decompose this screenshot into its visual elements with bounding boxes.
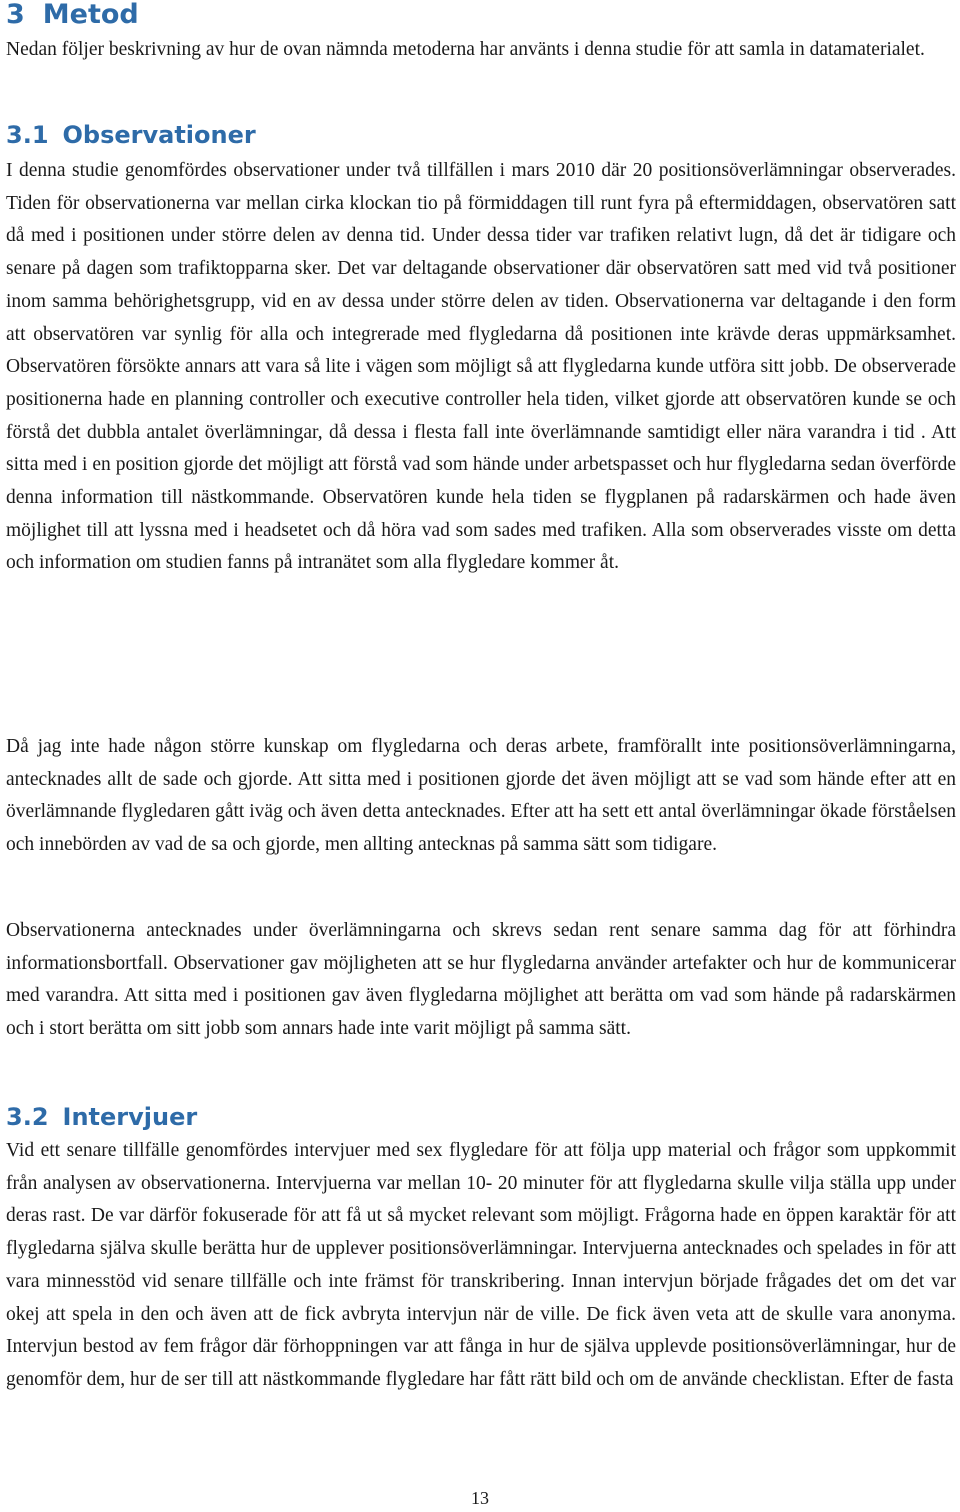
- subsection-number: 3.2: [6, 1103, 49, 1131]
- intervjuer-paragraph-1: Vid ett senare tillfälle genomfördes intervjuer med sex flygledare för att följa upp material och frågor som uppkommit från analysen av observationerna. Intervjuerna var mellan 10- 20 minuter för att flygledarna skulle vilja ställa upp under deras rast. De var därför fokuserade för att få ut så mycket relevant som möjligt. Frågorna hade en öppen karaktär för att flygledarna själva skulle berätta hur de upplever positionsöverlämningar. Intervjuerna antecknades och spelades in för att vara minnesstöd vid senare tillfälle och inte främst för transkribering. Innan intervjun började frågades det om det var okej att spela in den och även att de fick avbryta intervjun när de ville. De fick även veta att de skulle vara anonyma. Intervjun bestod av fem frågor där förhoppningen var att fånga in hur de själva upplevde positionsöverlämningar, hur de genomför dem, hur de ser till att nästkommande flygledare har fått rätt bild och om de använde checklistan. Efter de fasta: [6, 1140, 956, 1390]
- section-title: Metod: [42, 0, 139, 30]
- observationer-paragraph-2: Då jag inte hade någon större kunskap om flygledarna och deras arbete, framförallt inte positionsöverlämningarna, antecknades allt de sade och gjorde. Att sitta med i positionen gjorde det även möjligt att se vad som hände efter att en överlämnande flygledaren gått iväg och även detta antecknades. Efter att ha sett ett antal överlämningar ökade förståelsen och innebörden av vad de sa och gjorde, men allting antecknas på samma sätt som tidigare.: [6, 736, 956, 856]
- observationer-paragraph-3: Observationerna antecknades under överlämningarna och skrevs sedan rent senare samma dag för att förhindra informationsbortfall. Observationer gav möjligheten att se hur flygledarna använder artefakter och hur de kommunicerar med varandra. Att sitta med i positionen gav även flygledarna möjlighet att berätta om vad som hände på radarskärmen och i stort berätta om sitt jobb som annars hade inte varit möjligt på samma sätt.: [6, 920, 956, 1040]
- section-heading-metod: [6, 0, 139, 30]
- observationer-paragraph-1: I denna studie genomfördes observationer under två tillfällen i mars 2010 där 20 positionsöverlämningar observerades. Tiden för observationerna var mellan cirka klockan tio på förmiddagen till runt fyra på eftermiddagen, observatören satt då med i positionen under större delen av denna tid. Under dessa tider var trafiken relativt lugn, då det är tidigare och senare på dagen som trafiktopparna sker. Det var deltagande observationer där observatören satt med vid två positioner inom samma behörighetsgrupp, vid en av dessa under större delen av tiden. Observationerna var deltagande i den form att observatören var synlig för alla och integrerade med flygledarna då positionen inte krävde deras uppmärksamhet. Observatören försökte annars att vara så lite i vägen som möjligt så att flygledarna kunde utföra sitt jobb. De observerade positionerna hade en planning controller och executive controller hela tiden, vilket gjorde att observatören kunde se och förstå det dubbla antalet överlämningar, då dessa i flesta fall inte överlämnande samtidigt eller nära varandra i tid . Att sitta med i en position gjorde det möjligt att förstå vad som hände under arbetspasset och hur flygledarna sedan överförde denna information till nästkommande. Observatören kunde hela tiden se flygplanen på radarskärmen och hade även möjlighet till att lyssna med i headsetet och då höra vad som sades med trafiken. Alla som observerades visste om detta och information om studien fanns på intranätet som alla flygledare kommer åt.: [6, 160, 956, 574]
- section-intro-paragraph: Nedan följer beskrivning av hur de ovan nämnda metoderna har använts i denna studie för att samla in datamaterialet.: [6, 39, 925, 60]
- subsection-heading-observationer: [6, 120, 256, 150]
- page-number: 13: [471, 1488, 489, 1508]
- section-number: 3: [6, 0, 25, 30]
- subsection-title: Observationer: [62, 121, 256, 149]
- subsection-number: 3.1: [6, 121, 49, 149]
- subsection-heading-intervjuer: [6, 1102, 197, 1132]
- subsection-title: Intervjuer: [62, 1103, 198, 1131]
